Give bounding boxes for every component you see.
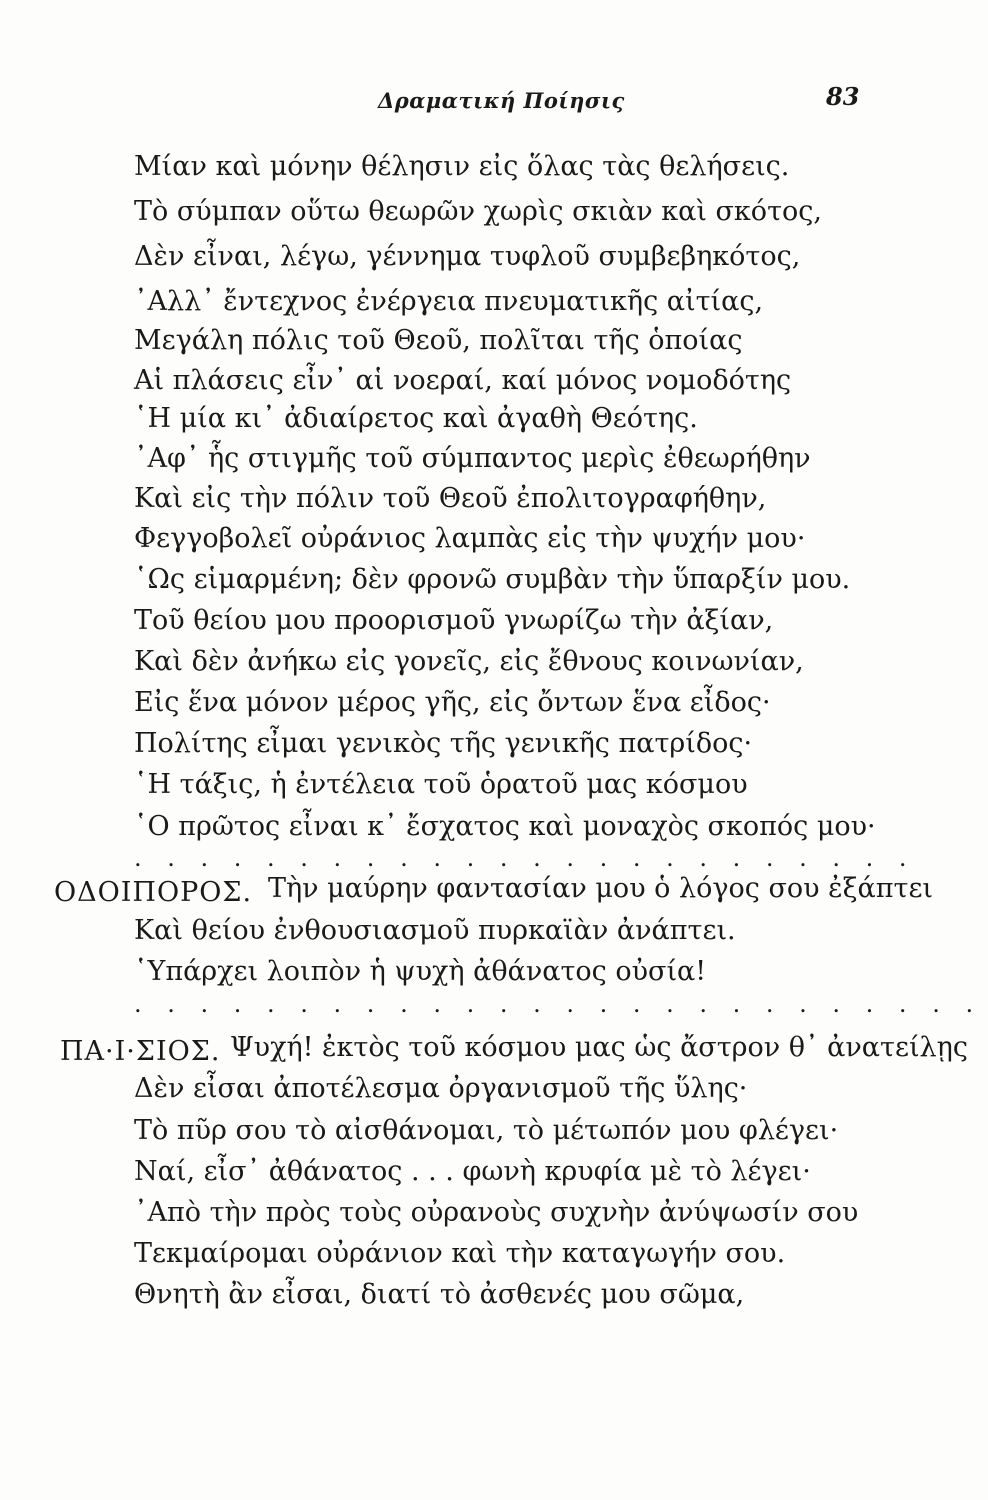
- verse-line: Τὸ πῦρ σου τὸ αἰσθάνομαι, τὸ μέτωπόν μου φλέγει·: [134, 1115, 839, 1146]
- verse-line: Τεκμαίρομαι οὐράνιον καὶ τὴν καταγωγήν σου.: [134, 1238, 786, 1269]
- running-head: Δραματική Ποίησις: [378, 88, 625, 113]
- verse-line: ῾Ως εἱμαρμένη; δὲν φρονῶ συμβὰν τὴν ὕπαρξίν μου.: [134, 564, 851, 595]
- verse-line: Εἰς ἕνα μόνον μέρος γῆς, εἰς ὄντων ἕνα εἶδος·: [134, 687, 771, 718]
- verse-line: ῾Η μία κι᾿ ἀδιαίρετος καὶ ἀγαθὴ Θεότης.: [134, 403, 698, 434]
- page-number: 83: [826, 82, 860, 111]
- verse-line: Μίαν καὶ μόνην θέλησιν εἰς ὅλας τὰς θελήσεις.: [134, 151, 790, 182]
- verse-line: Ναί, εἶσ᾿ ἀθάνατος . . . φωνὴ κρυφία μὲ τὸ λέγει·: [134, 1156, 811, 1187]
- speaker-label: ΟΔΟΙΠΟΡΟΣ.: [54, 877, 253, 908]
- verse-line: ᾿Αλλ᾿ ἔντεχνος ἐνέργεια πνευματικῆς αἰτίας,: [134, 286, 764, 317]
- verse-line: Μεγάλη πόλις τοῦ Θεοῦ, πολῖται τῆς ὁποίας: [134, 325, 743, 356]
- verse-line: Αἱ πλάσεις εἶν᾿ αἱ νοεραί, καί μόνος νομοδότης: [134, 365, 792, 396]
- separator-dots: . . . . . . . . . . . . . . . . . . . . . . . .: [134, 844, 916, 872]
- verse-line: Θνητὴ ἂν εἶσαι, διατί τὸ ἀσθενές μου σῶμα,: [134, 1279, 745, 1310]
- verse-line: Δὲν εἶναι, λέγω, γέννημα τυφλοῦ συμβεβηκότος,: [134, 241, 801, 272]
- verse-line: ᾿Απὸ τὴν πρὸς τοὺς οὐρανοὺς συχνὴν ἀνύψωσίν σου: [134, 1197, 859, 1228]
- verse-line: ῾Η τάξις, ἡ ἐντέλεια τοῦ ὁρατοῦ μας κόσμου: [134, 769, 748, 800]
- verse-line: Τὸ σύμπαν οὕτω θεωρῶν χωρὶς σκιὰν καὶ σκότος,: [134, 196, 822, 227]
- verse-line: Καὶ δὲν ἀνήκω εἰς γονεῖς, εἰς ἔθνους κοινωνίαν,: [134, 646, 804, 677]
- verse-line: Καὶ εἰς τὴν πόλιν τοῦ Θεοῦ ἐπολιτογραφήθην,: [134, 483, 767, 514]
- verse-line: ῾Υπάρχει λοιπὸν ἡ ψυχὴ ἀθάνατος οὐσία!: [134, 956, 707, 987]
- verse-line: ῾Ο πρῶτος εἶναι κ᾿ ἔσχατος καὶ μοναχὸς σκοπός μου·: [134, 811, 876, 842]
- verse-line: Τὴν μαύρην φαντασίαν μου ὁ λόγος σου ἐξάπτει: [268, 873, 934, 904]
- verse-line: Πολίτης εἶμαι γενικὸς τῆς γενικῆς πατρίδος·: [134, 728, 753, 759]
- verse-line: Καὶ θείου ἐνθουσιασμοῦ πυρκαϊὰν ἀνάπτει.: [134, 915, 736, 946]
- verse-line: Δὲν εἶσαι ἀποτέλεσμα ὀργανισμοῦ τῆς ὕλης·: [134, 1073, 748, 1104]
- verse-line: Τοῦ θείου μου προορισμοῦ γνωρίζω τὴν ἀξίαν,: [134, 605, 774, 636]
- speaker-label: ΠΑ·Ι·ΣΙΟΣ.: [60, 1036, 221, 1067]
- verse-line: Φεγγοβολεῖ οὐράνιος λαμπὰς εἰς τὴν ψυχήν μου·: [134, 523, 806, 554]
- separator-dots: . . . . . . . . . . . . . . . . . . . . . . . . . .: [134, 990, 983, 1018]
- verse-line: Ψυχή! ἐκτὸς τοῦ κόσμου μας ὡς ἄστρον θ᾿ ἀνατείλῃς: [230, 1032, 968, 1063]
- verse-line: ᾿Αφ᾿ ἧς στιγμῆς τοῦ σύμπαντος μερὶς ἐθεωρήθην: [134, 443, 811, 474]
